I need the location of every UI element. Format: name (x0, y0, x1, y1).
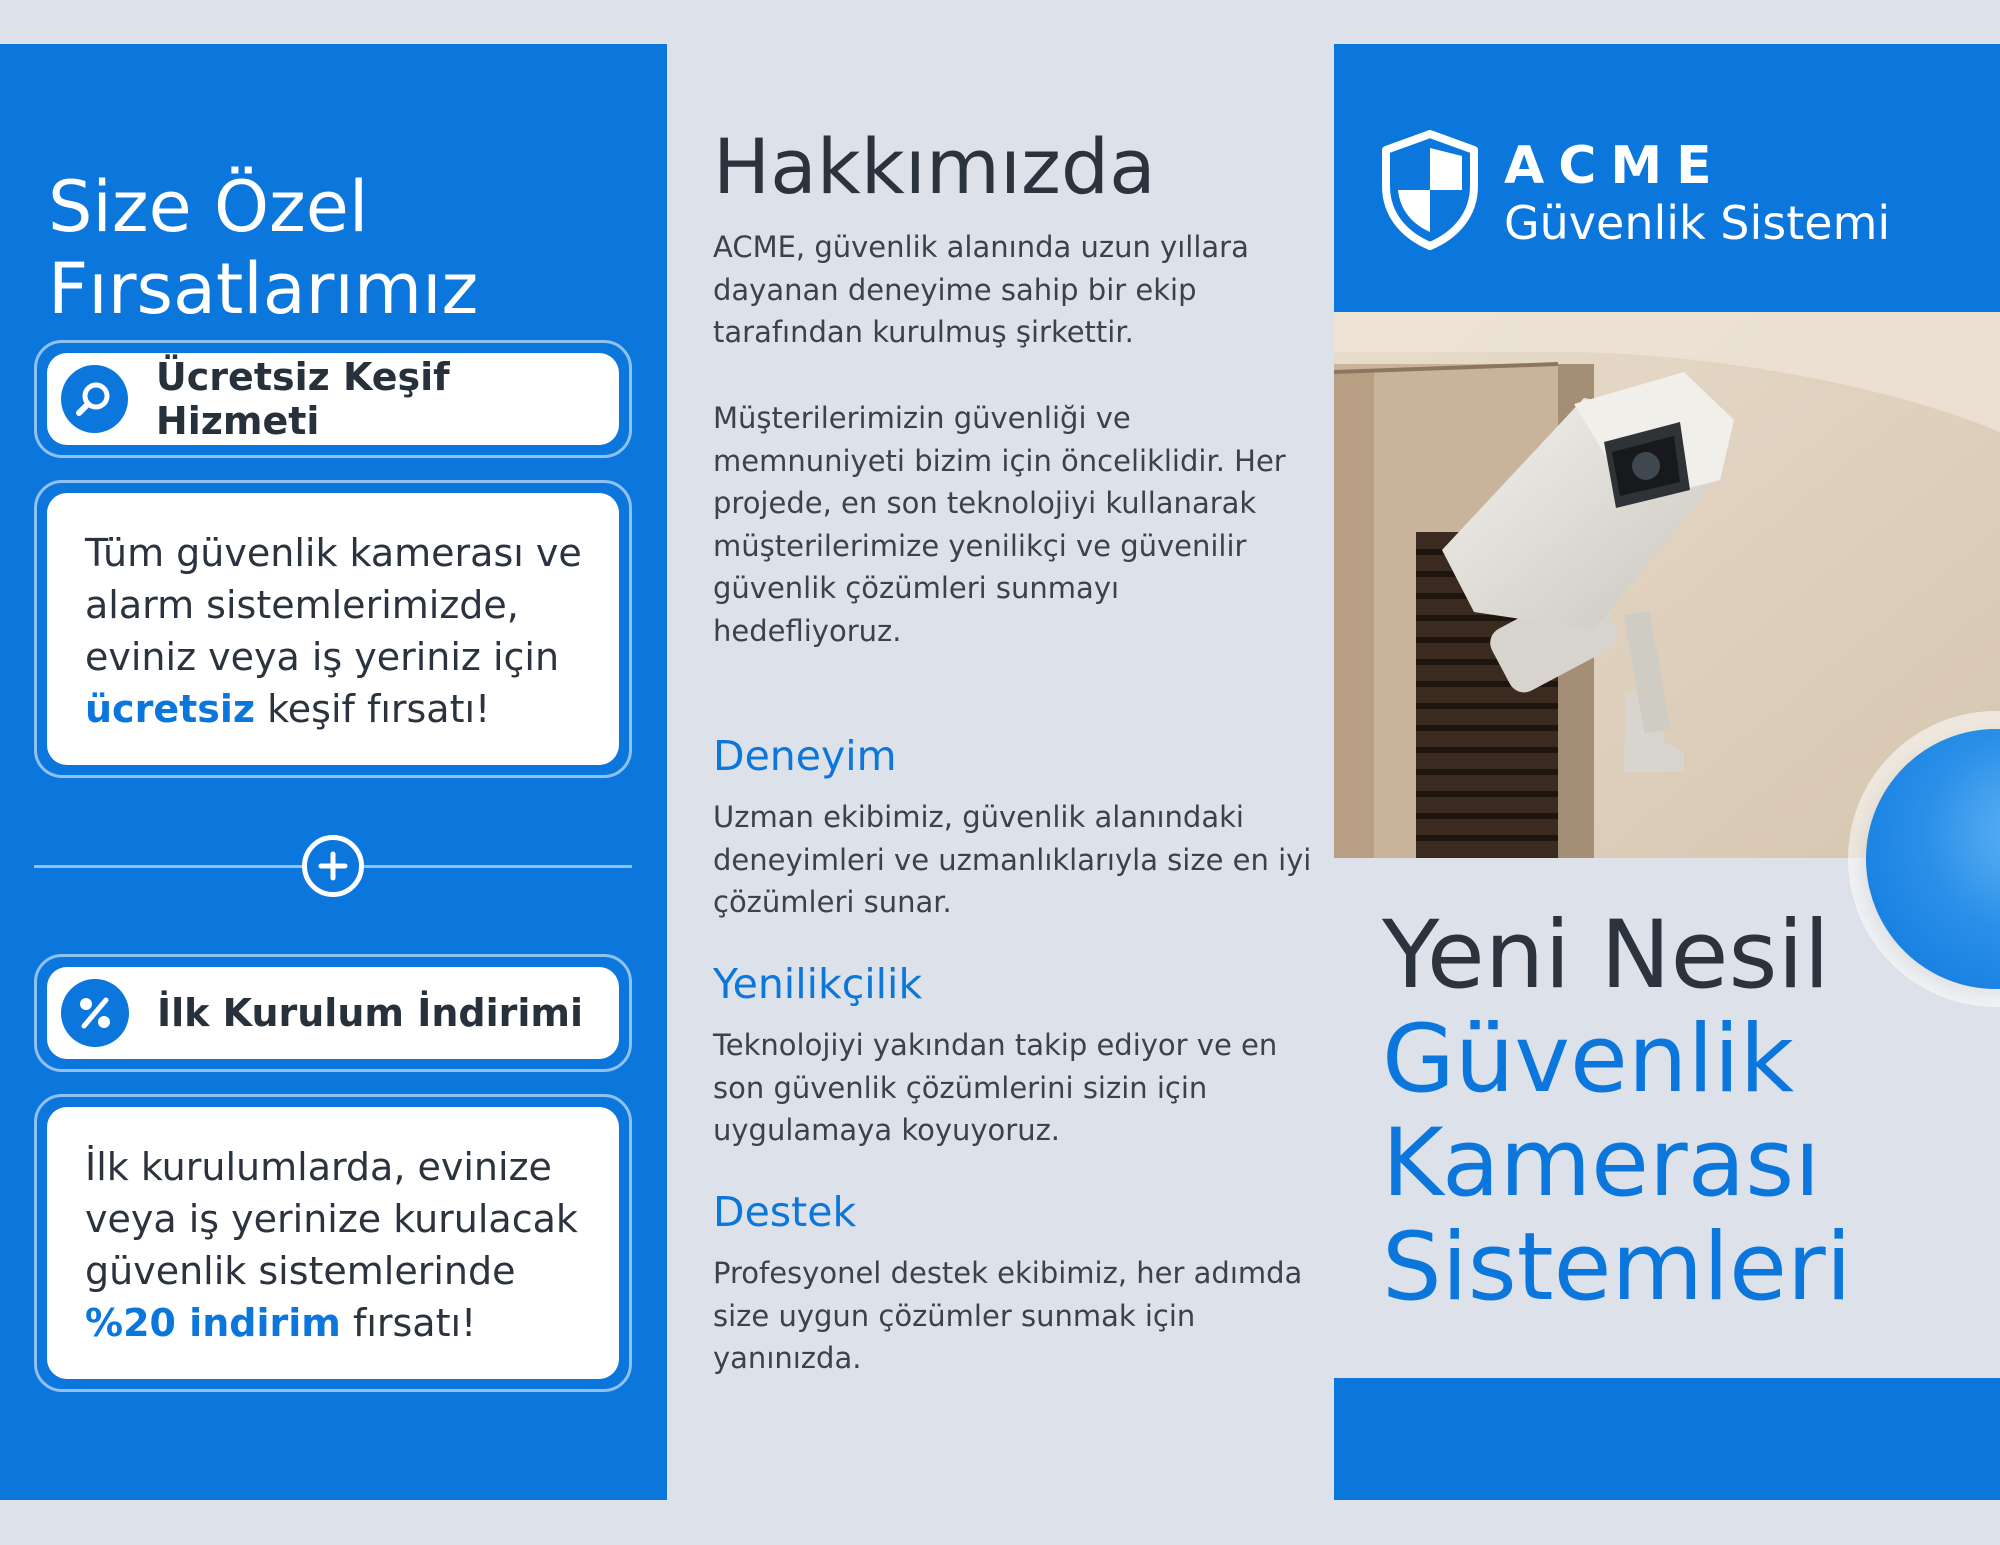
hero-line-1: Yeni Nesil (1382, 901, 1830, 1010)
offer-discount-text-before: İlk kurulumlarda, evinize veya iş yerinize kurulacak güvenlik sistemlerinde (85, 1145, 578, 1293)
offer-free-survey-card (34, 480, 632, 778)
offers-title-line2: Fırsatlarımız (48, 248, 479, 330)
offer-free-survey-text-after: keşif fırsatı! (255, 687, 491, 731)
offer-free-survey-highlight: ücretsiz (85, 687, 256, 731)
about-paragraph-1: ACME, güvenlik alanında uzun yıllara dayanan deneyime sahip bir ekip tarafından kurulmuş şirkettir. (713, 230, 1249, 349)
section-title-innovation: Yenilikçilik (713, 960, 923, 1008)
offer-free-survey-header (34, 340, 632, 458)
offer-discount-card (34, 1094, 632, 1392)
percent-icon (61, 979, 129, 1047)
hero-line-4: Sistemleri (1382, 1213, 1852, 1322)
section-title-support: Destek (713, 1188, 857, 1236)
offer-free-survey-label: Ücretsiz Keşif Hizmeti (155, 355, 450, 443)
section-text-support: Profesyonel destek ekibimiz, her adımda size uygun çözümler sunmak için yanınızda. (713, 1256, 1303, 1375)
offer-discount-text-after: fırsatı! (340, 1301, 477, 1345)
offers-title (48, 166, 478, 330)
hero-line-3: Kamerası (1382, 1109, 1821, 1218)
section-text-experience: Uzman ekibimiz, güvenlik alanındaki deneyimleri ve uzmanlıklarıyla size en iyi çözümleri sunar. (713, 800, 1312, 919)
offer-discount-label: İlk Kurulum İndirimi (157, 991, 583, 1035)
offer-free-survey-text-before: Tüm güvenlik kamerası ve alarm sistemlerimizde, eviniz veya iş yeriniz için (85, 531, 582, 679)
offer-discount-header (34, 954, 632, 1072)
offers-panel (0, 44, 667, 1500)
offer-discount-highlight: %20 indirim (85, 1301, 341, 1345)
about-title: Hakkımızda (713, 122, 1156, 211)
about-paragraph-2: Müşterilerimizin güvenliği ve memnuniyeti bizim için önceliklidir. Her projede, en son teknolojiyi kullanarak müşterilerimize yenilikçi ve güvenilir güvenlik çözümleri sunmayı hedefliyoruz. (713, 401, 1286, 648)
brand-subtitle: Güvenlik Sistemi (1504, 196, 1891, 250)
section-text-innovation: Teknolojiyi yakından takip ediyor ve en son güvenlik çözümlerini sizin için uygulamaya koyuyoruz. (713, 1028, 1278, 1147)
brand-header (1334, 44, 2000, 312)
plus-circle-icon (302, 835, 364, 897)
hero-headline (1382, 901, 1852, 1322)
brand-name: ACME (1504, 136, 1726, 196)
hero-line-2: Güvenlik (1382, 1005, 1795, 1114)
bottom-accent-bar (1334, 1378, 2000, 1500)
about-panel (667, 44, 1334, 1500)
section-title-experience: Deneyim (713, 732, 897, 780)
offer-discount-text (85, 1141, 589, 1349)
offer-free-survey-text (85, 527, 589, 735)
shield-icon (1380, 130, 1480, 255)
offers-title-line1: Size Özel (48, 166, 369, 248)
search-icon (61, 365, 128, 433)
